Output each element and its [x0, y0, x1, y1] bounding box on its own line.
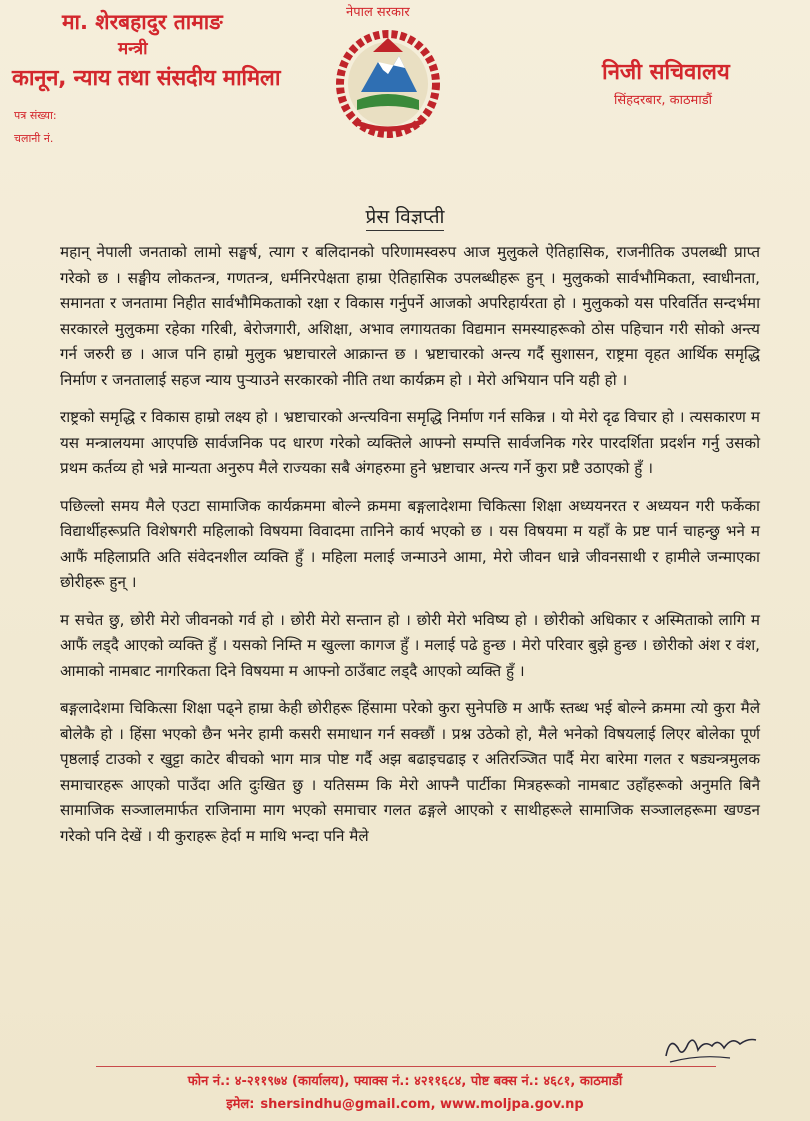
dispatch-number-label: चलानी नं. [14, 132, 54, 145]
press-release-title-text: प्रेस विज्ञप्ती [366, 206, 445, 231]
secretariat-name: निजी सचिवालय [602, 60, 730, 85]
email-label: इमेल: [226, 1097, 255, 1112]
minister-name: मा. शेरबहादुर तामाङ [62, 10, 223, 34]
body-paragraph: महान् नेपाली जनताको लामो सङ्घर्ष, त्याग र बलिदानको परिणामस्वरुप आज मुलुकले ऐतिहासिक, राजनीतिक उपलब्धी प्राप्त गरेको छ । सङ्घीय लोकतन्त्र, गणतन्त्र, धर्मनिरपेक्षता हाम्रा ऐतिहासिक उपलब्धीहरू हुन् । मुलुकको सार्वभौमिकता, स्वाधीनता, समानता र जनतामा निहीत सार्वभौमिकताको रक्षा र विकास गर्नुपर्ने आजको अपरिहार्यरता हो । मुलुकको यस परिवर्तित सन्दर्भमा सरकारले मुलुकमा रहेका गरिबी, बेरोजगारी, अशिक्षा, अभाव लगायतका विद्यमान समस्याहरूको ठोस पहिचान गरी सोको अन्त्य गर्न जरुरी छ । आज पनि हाम्रो मुलुक भ्रष्टाचारले आक्रान्त छ । भ्रष्टाचारको अन्त्य गर्दै सुशासन, राष्ट्रमा वृहत आर्थिक समृद्धि निर्माण र जनतालाई सहज न्याय पुऱ्याउने सरकारको नीति तथा कार्यक्रम हो । मेरो अभियान पनि यही हो । [60, 243, 760, 389]
body-paragraph: राष्ट्रको समृद्धि र विकास हाम्रो लक्ष्य हो । भ्रष्टाचारको अन्त्यविना समृद्धि निर्माण गर्न सकिन्न । यो मेरो दृढ विचार हो । त्यसकारण म यस मन्त्रालयमा आएपछि सार्वजनिक पद धारण गरेको व्यक्तिले आफ्नो सम्पत्ति सार्वजनिक गरेर पारदर्शिता प्रदर्शन गर्नु उसको प्रथम कर्तव्य हो भन्ने मान्यता अनुरुप मैले राज्यका सबै अंगहरुमा हुने भ्रष्टाचार अन्त्य गर्ने कुरा प्रष्टै उठाएको हुँ । [60, 408, 760, 477]
body-paragraph: पछिल्लो समय मैले एउटा सामाजिक कार्यक्रममा बोल्ने क्रममा बङ्गलादेशमा चिकित्सा शिक्षा अध्ययनरत र अध्ययन गरी फर्केका विद्यार्थीहरूप्रति विशेषगरी महिलाको विषयमा विवादमा तानिने कार्य भएको छ । यस विषयमा म यहाँ के प्रष्ट पार्न चाहन्छु भने म आफैं महिलाप्रति अति संवेदनशील व्यक्ति हुँ । महिला मलाई जन्माउने आमा, मेरो जीवन धान्ने जीवनसाथी र हामीले जन्माएका छोरीहरू हुन् । [60, 496, 760, 591]
footer-divider [96, 1066, 716, 1067]
minister-title: मन्त्री [118, 39, 148, 59]
press-release-title [0, 203, 810, 229]
national-emblem-icon [333, 22, 443, 142]
body-paragraph: बङ्गलादेशमा चिकित्सा शिक्षा पढ्ने हाम्रा केही छोरीहरू हिंसामा परेको कुरा सुनेपछि म आफैं स्तब्ध भई बोल्ने क्रममा त्यो कुरा मैले बोलेकै हो । हिंसा भएको छैन भनेर हामी कसरी समाधान गर्न सक्छौं । प्रश्न उठेको हो, मैले भनेको विषयलाई लिएर बोलेका पूर्ण पृष्ठलाई टाउको र खुट्टा काटेर बीचको भाग मात्र पोष्ट गर्दै अझ बढाइचढाइ र अतिरञ्जित पार्दै मेरा बारेमा गलत र षड्यन्त्रमुलक समाचारहरू आएको पाउँदा अति दुःखित छु । यतिसम्म कि मेरो आफ्नै पार्टीका मित्रहरूको नामबाट उहाँहरूको अनुमति बिनै सामाजिक सञ्जालमार्फत राजिनामा माग भएको समाचार गलत ढङ्गले आएको र साथीहरूले सामाजिक सञ्जालहरूमा खण्डन गरेको पनि देखें । यी कुराहरू हेर्दा म माथि भन्दा पनि मैले [60, 699, 760, 845]
secretariat-location: सिंहदरबार, काठमाडौं [614, 93, 713, 108]
ministry-name: कानून, न्याय तथा संसदीय मामिला [12, 66, 281, 91]
footer-contact-line: फोन नं.: ४-२११९७४ (कार्यालय), फ्याक्स नं.: ४२११६८४, पोष्ट बक्स नं.: ४६८१, काठमाडौं [187, 1074, 623, 1089]
email-value: shersindhu@gmail.com, www.moljpa.gov.np [260, 1097, 584, 1112]
body-paragraph: म सचेत छु, छोरी मेरो जीवनको गर्व हो । छोरी मेरो सन्तान हो । छोरी मेरो भविष्य हो । छोरीको अधिकार र अस्मिताको लागि म आफैं लड्दै आएको व्यक्ति हुँ । यसको निम्ति म खुल्ला कागज हुँ । मलाई पढे हुन्छ । मेरो परिवार बुझे हुन्छ । छोरीको अंश र वंश, आमाको नामबाट नागरिकता दिने विषयमा म आफ्नो ठाउँबाट लड्दै आएको व्यक्ति हुँ । [60, 610, 760, 680]
signature-icon [660, 1028, 760, 1068]
reference-number-label: पत्र संख्या: [14, 109, 57, 122]
press-release-body [60, 240, 760, 861]
government-label: नेपाल सरकार [346, 5, 410, 20]
footer-email-line [0, 1094, 810, 1112]
